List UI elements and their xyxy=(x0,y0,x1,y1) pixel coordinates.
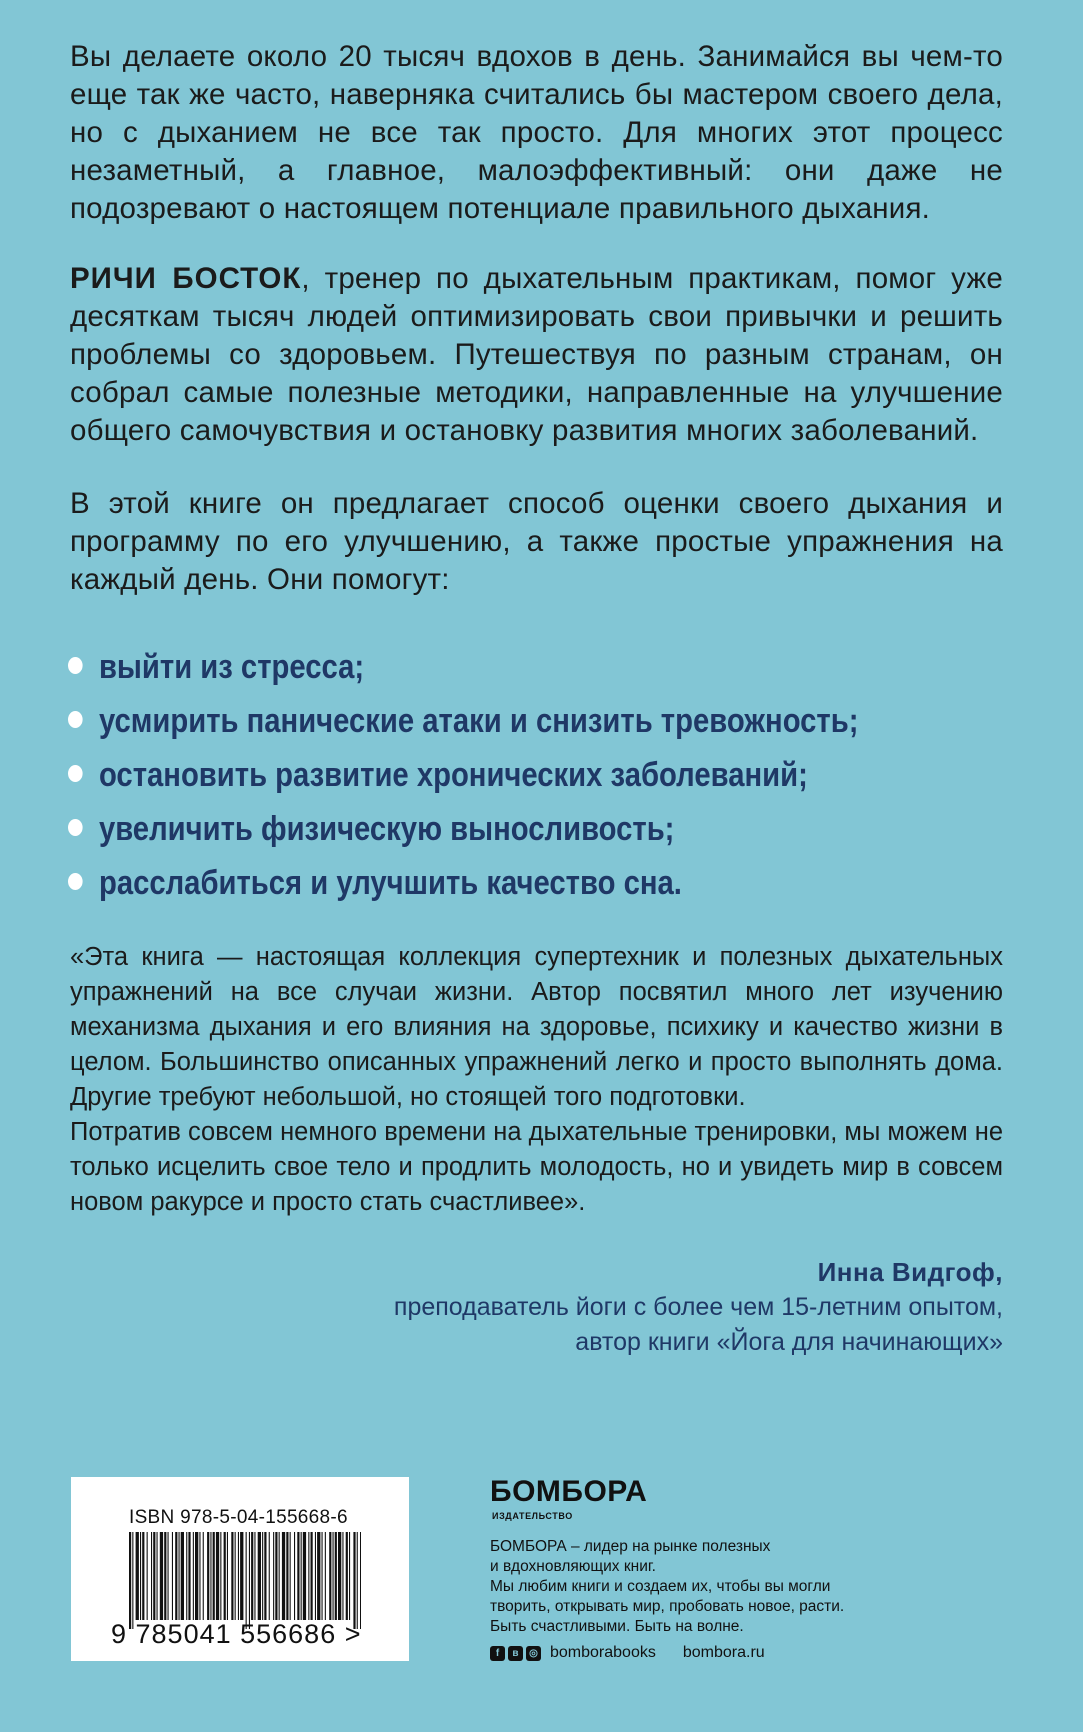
facebook-icon[interactable]: f xyxy=(490,1646,505,1661)
list-item: выйти из стресса; xyxy=(68,640,876,694)
barcode-panel xyxy=(71,1477,409,1661)
list-item: усмирить панические атаки и снизить тревожность; xyxy=(68,694,876,748)
instagram-icon[interactable]: ◎ xyxy=(526,1646,541,1661)
benefits-list xyxy=(68,640,1008,910)
social-links xyxy=(490,1644,765,1662)
website-link[interactable]: bombora.ru xyxy=(682,1644,765,1661)
author-paragraph xyxy=(70,260,1003,450)
author-name: РИЧИ БОСТОК xyxy=(70,262,302,295)
isbn-label: ISBN 978-5-04-155668-6 xyxy=(129,1507,348,1528)
bullet-dot-icon xyxy=(68,711,83,728)
list-item: увеличить физическую выносливость; xyxy=(68,802,876,856)
quote-attribution xyxy=(394,1255,1003,1360)
publisher-subtitle: ИЗДАТЕЛЬСТВО xyxy=(492,1511,573,1521)
offer-paragraph: В этой книге он предлагает способ оценки своего дыхания и программу по его улучшению, а также простые упражнения на каждый день. Они помогут: xyxy=(70,487,1003,596)
quote-paragraph: «Эта книга — настоящая коллекция супертехник и полезных дыхательных упражнений на все случаи жизни. Автор посвятил много лет изучению механизма дыхания и его влияния на здоровье, психику и качество жизни в целом. Большинство описанных упражнений легко и просто выполнять дома. Другие требуют небольшой, но стоящей того подготовки. xyxy=(70,943,1003,1111)
intro-paragraph: Вы делаете около 20 тысяч вдохов в день. Занимайся вы чем-то еще так же часто, наверняка считались бы мастером своего дела, но с дыханием не все так просто. Для многих этот процесс незаметный, а главное, малоэффективный: они даже не подозревают о настоящем потенциале правильного дыхания. xyxy=(70,40,1003,225)
vk-icon[interactable]: в xyxy=(508,1646,523,1661)
quote-author-book: автор книги «Йога для начинающих» xyxy=(575,1328,1003,1356)
author-description: , тренер по дыхательным практикам, помог уже десяткам тысяч людей оптимизировать свои привычки и решить проблемы со здоровьем. Путешествуя по разным странам, он собрал самые полезные методики, направленные на улучшение общего самочувствия и остановку развития многих заболеваний. xyxy=(70,262,1003,447)
quote-paragraph: Потратив совсем немного времени на дыхательные тренировки, мы можем не только исцелить свое тело и продлить молодость, но и увидеть мир в совсем новом ракурсе и просто стать счастливее». xyxy=(70,1118,1003,1216)
publisher-description: БОМБОРА – лидер на рынке полезных и вдохновляющих книг. Мы любим книги и создаем их, чтобы вы могли творить, открывать мир, пробовать новое, расти. Быть счастливыми. Быть на волне. xyxy=(490,1538,845,1635)
bullet-dot-icon xyxy=(68,873,83,890)
barcode-icon xyxy=(129,1532,361,1629)
bullet-dot-icon xyxy=(68,657,83,674)
bullet-dot-icon xyxy=(68,765,83,782)
list-item: расслабиться и улучшить качество сна. xyxy=(68,856,876,910)
publisher-logo: БОМБОРА xyxy=(490,1475,648,1508)
barcode-digits: 9 785041 556686 > xyxy=(111,1619,362,1649)
quote-author-name: Инна Видгоф, xyxy=(817,1257,1003,1287)
social-handle[interactable]: bomborabooks xyxy=(550,1644,656,1661)
bullet-dot-icon xyxy=(68,819,83,836)
list-item: остановить развитие хронических заболеваний; xyxy=(68,748,876,802)
testimonial-quote xyxy=(70,940,1003,1220)
quote-author-role: преподаватель йоги с более чем 15-летним опытом, xyxy=(393,1293,1003,1321)
